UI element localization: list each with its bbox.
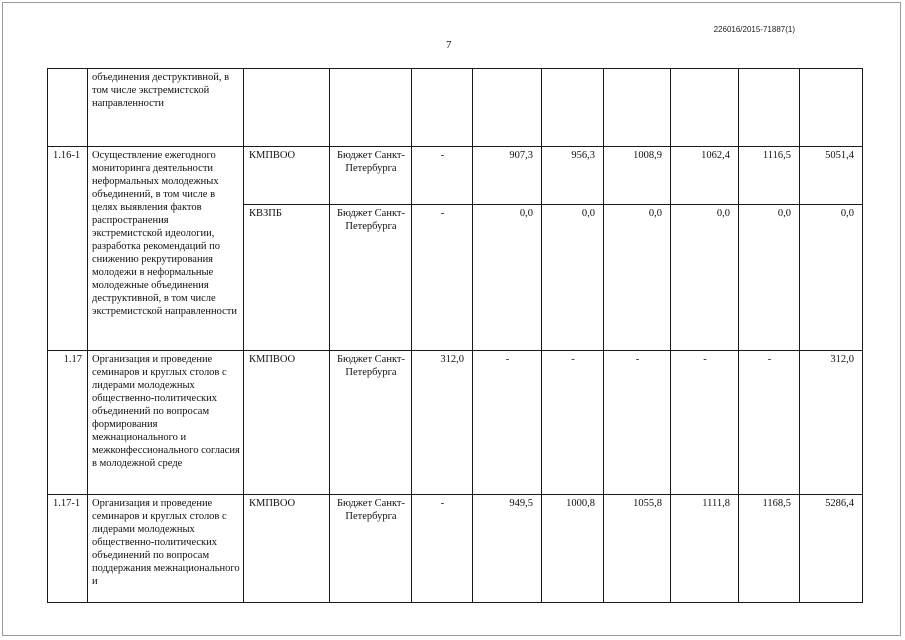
executor-cell: КМПВОО xyxy=(244,495,330,603)
value-cell: - xyxy=(412,205,473,351)
value-cell: - xyxy=(412,147,473,205)
value-cell: 949,5 xyxy=(473,495,542,603)
value-cell: - xyxy=(739,351,800,495)
value-cell: - xyxy=(604,351,671,495)
value-cell xyxy=(671,69,739,147)
value-cell: 0,0 xyxy=(604,205,671,351)
value-cell: 956,3 xyxy=(542,147,604,205)
value-cell xyxy=(604,69,671,147)
row-number xyxy=(48,69,88,147)
value-cell: 1111,8 xyxy=(671,495,739,603)
page-number: 7 xyxy=(446,39,452,51)
value-cell: 5286,4 xyxy=(800,495,863,603)
executor-cell: КМПВОО xyxy=(244,351,330,495)
value-cell xyxy=(739,69,800,147)
row-number: 1.17 xyxy=(48,351,88,495)
source-cell: Бюджет Санкт-Петербурга xyxy=(330,205,412,351)
value-cell: 312,0 xyxy=(412,351,473,495)
value-cell: 1116,5 xyxy=(739,147,800,205)
value-cell: 1008,9 xyxy=(604,147,671,205)
table-row xyxy=(48,351,863,495)
budget-table xyxy=(47,68,863,603)
activity-name: объединения деструктивной, в том числе экстремистской направленности xyxy=(88,69,244,147)
value-cell: 1055,8 xyxy=(604,495,671,603)
value-cell: 0,0 xyxy=(473,205,542,351)
value-cell: - xyxy=(542,351,604,495)
value-cell: - xyxy=(473,351,542,495)
activity-name: Организация и проведение семинаров и круглых столов с лидерами молодежных общественно-политических объединений по вопросам поддержания межнационального и xyxy=(88,495,244,603)
value-cell: 1000,8 xyxy=(542,495,604,603)
table-row xyxy=(48,69,863,147)
value-cell xyxy=(800,69,863,147)
source-cell: Бюджет Санкт-Петербурга xyxy=(330,351,412,495)
source-cell: Бюджет Санкт-Петербурга xyxy=(330,147,412,205)
value-cell: 1062,4 xyxy=(671,147,739,205)
value-cell: - xyxy=(671,351,739,495)
executor-cell: КВЗПБ xyxy=(244,205,330,351)
value-cell xyxy=(473,69,542,147)
table-row xyxy=(48,147,863,205)
source-cell: Бюджет Санкт-Петербурга xyxy=(330,495,412,603)
value-cell: 1168,5 xyxy=(739,495,800,603)
value-cell: - xyxy=(412,495,473,603)
value-cell xyxy=(412,69,473,147)
value-cell: 0,0 xyxy=(800,205,863,351)
activity-name: Осуществление ежегодного мониторинга деятельности неформальных молодежных объединений, в том числе в целях выявления фактов распространения экстремистской идеологии, разработка рекомендаций по снижению рекрутирования молодежи в неформальные молодежные объединения деструктивной, в том числе экстремистской направленности xyxy=(88,147,244,351)
value-cell: 5051,4 xyxy=(800,147,863,205)
value-cell xyxy=(542,69,604,147)
table-row xyxy=(48,495,863,603)
activity-name: Организация и проведение семинаров и круглых столов с лидерами молодежных общественно-политических объединений по вопросам формирования межнационального и межконфессионального согласия в молодежной среде xyxy=(88,351,244,495)
executor-cell: КМПВОО xyxy=(244,147,330,205)
value-cell: 907,3 xyxy=(473,147,542,205)
row-number: 1.16-1 xyxy=(48,147,88,351)
value-cell: 0,0 xyxy=(739,205,800,351)
source-cell xyxy=(330,69,412,147)
value-cell: 0,0 xyxy=(671,205,739,351)
row-number: 1.17-1 xyxy=(48,495,88,603)
value-cell: 312,0 xyxy=(800,351,863,495)
value-cell: 0,0 xyxy=(542,205,604,351)
document-code: 226016/2015-71887(1) xyxy=(713,25,795,34)
executor-cell xyxy=(244,69,330,147)
